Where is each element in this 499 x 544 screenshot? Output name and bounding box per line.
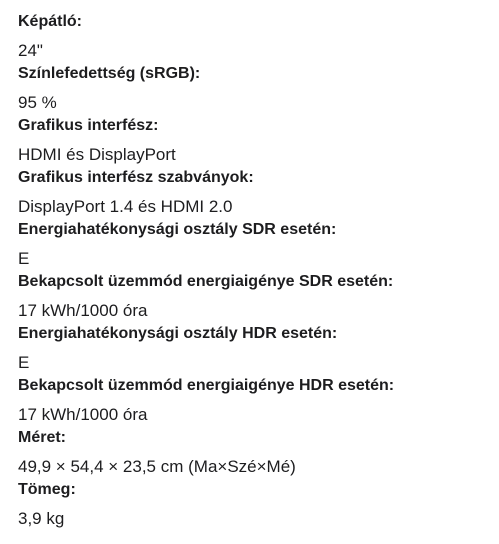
spec-row-dimensions	[18, 428, 499, 478]
spec-row-screen-size	[18, 12, 499, 62]
spec-label: Színlefedettség (sRGB):	[18, 65, 201, 82]
spec-row-color-gamut	[18, 64, 499, 114]
spec-row-energy-class-hdr	[18, 324, 499, 374]
spec-value: 17 kWh/1000 óra	[18, 301, 148, 320]
spec-label: Bekapcsolt üzemmód energiaigénye SDR esetén:	[18, 273, 394, 290]
spec-label: Tömeg:	[18, 481, 76, 498]
spec-value: 49,9 × 54,4 × 23,5 cm (Ma×Szé×Mé)	[18, 457, 296, 476]
spec-value: 3,9 kg	[18, 509, 65, 528]
spec-row-power-hdr	[18, 376, 499, 426]
spec-row-power-sdr	[18, 272, 499, 322]
spec-row-energy-class-sdr	[18, 220, 499, 270]
spec-label: Energiahatékonysági osztály HDR esetén:	[18, 325, 338, 342]
spec-value: 95 %	[18, 93, 57, 112]
spec-row-weight	[18, 480, 499, 530]
spec-value: 24"	[18, 41, 43, 60]
spec-row-graphics-interface	[18, 116, 499, 166]
spec-value: E	[18, 353, 30, 372]
spec-label: Grafikus interfész szabványok:	[18, 169, 254, 186]
spec-value: DisplayPort 1.4 és HDMI 2.0	[18, 197, 233, 216]
spec-value: HDMI és DisplayPort	[18, 145, 176, 164]
spec-label: Grafikus interfész:	[18, 117, 159, 134]
spec-value: 17 kWh/1000 óra	[18, 405, 148, 424]
spec-label: Bekapcsolt üzemmód energiaigénye HDR esetén:	[18, 377, 395, 394]
spec-label: Méret:	[18, 429, 67, 446]
spec-label: Energiahatékonysági osztály SDR esetén:	[18, 221, 337, 238]
spec-value: E	[18, 249, 30, 268]
spec-label: Képátló:	[18, 13, 82, 30]
spec-row-interface-standards	[18, 168, 499, 218]
